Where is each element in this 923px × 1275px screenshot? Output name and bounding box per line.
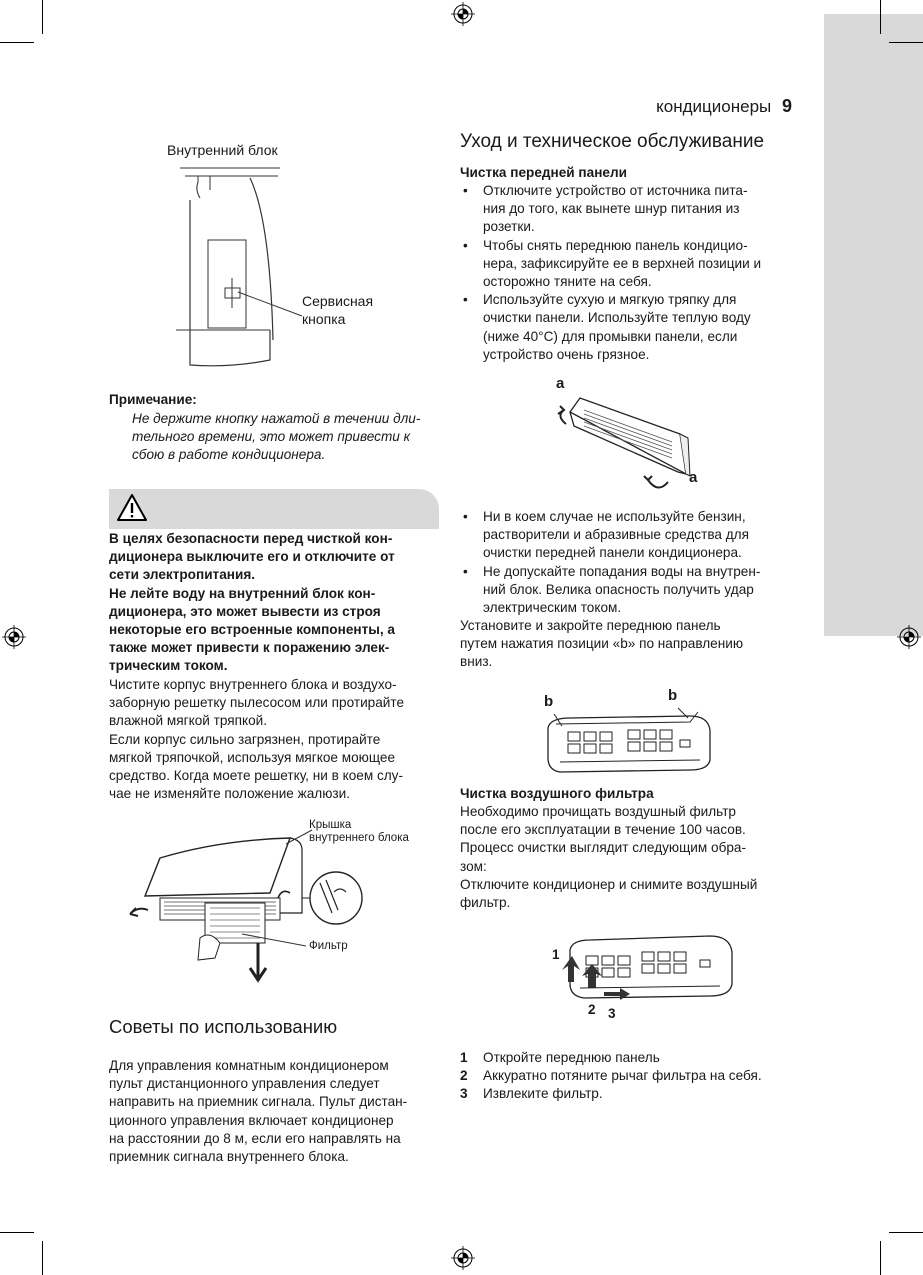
warning-line: Не лейте воду на внутренний блок кон-	[109, 585, 376, 601]
crop-mark	[880, 0, 881, 34]
side-tab	[824, 14, 923, 636]
crop-mark	[889, 1232, 923, 1233]
filter-title: Чистка воздушного фильтра	[460, 786, 654, 801]
fig-service-button-label-line: кнопка	[302, 311, 346, 328]
registration-mark-icon	[451, 2, 475, 26]
step-number: 2	[460, 1068, 468, 1084]
bullet-item	[460, 563, 800, 618]
step-number: 3	[460, 1086, 468, 1102]
fig-label-b: b	[544, 693, 554, 710]
step-number: 1	[460, 1050, 468, 1065]
text-line: направить на приемник сигнала. Пульт дистан-	[109, 1094, 408, 1110]
text-line: ционного управления включает кондиционер	[109, 1112, 394, 1128]
service-button-pointer	[236, 290, 306, 320]
warning-triangle-icon	[116, 493, 148, 523]
text-line: вниз.	[460, 654, 493, 670]
main-heading: Уход и техническое обслуживание	[460, 131, 765, 152]
text-line: Если корпус сильно загрязнен, протирайте	[109, 731, 381, 747]
tips-body	[109, 1057, 407, 1166]
text-line: на расстоянии до 8 м, если его направлять на	[109, 1130, 401, 1146]
step-item	[460, 1085, 800, 1103]
install-text	[460, 617, 743, 672]
fig-cover-label	[309, 819, 409, 845]
text-line: мягкой тряпочкой, используя мягкое моющее	[109, 749, 396, 765]
text-line: осторожно тяните на себя.	[483, 274, 652, 290]
cleaning-instructions	[109, 676, 404, 803]
text-line: заборную решетку пылесосом или протирайте	[109, 695, 405, 711]
fig-filter-label: Фильтр	[309, 940, 348, 952]
panel-close-illustration	[540, 700, 720, 776]
step-text: Откройте переднюю панель	[483, 1050, 660, 1065]
step-text: Аккуратно потяните рычаг фильтра на себя.	[483, 1068, 762, 1084]
text-line: чае не изменяйте положение жалюзи.	[109, 786, 351, 802]
bullet-item	[460, 182, 800, 237]
note-body	[132, 410, 420, 465]
warning-line: сети электропитания.	[109, 567, 256, 583]
text-line: влажной мягкой тряпкой.	[109, 713, 268, 729]
fig-service-button-label	[302, 292, 373, 328]
bullet-item	[460, 508, 800, 563]
crop-mark	[42, 0, 43, 34]
page-header	[560, 96, 792, 117]
text-line: зом:	[460, 858, 487, 874]
bullet-item	[460, 237, 800, 292]
text-line: розетки.	[483, 219, 535, 235]
fig-step-number: 3	[608, 1006, 616, 1021]
text-line: ний блок. Велика опасность получить удар	[483, 581, 754, 597]
registration-mark-icon	[897, 625, 921, 649]
text-line: приемник сигнала внутреннего блока.	[109, 1149, 349, 1165]
tips-heading: Советы по использованию	[109, 1016, 338, 1037]
step-item	[460, 1067, 800, 1085]
text-line: фильтр.	[460, 895, 511, 911]
front-panel-bullets	[460, 182, 800, 364]
text-line: путем нажатия позиции «b» по направлению	[460, 636, 744, 652]
fig-label-a: a	[556, 375, 565, 392]
note-line: сбою в работе кондиционера.	[132, 447, 326, 463]
text-line: • Ни в коем случае не используйте бензин,	[483, 509, 746, 524]
fig-step-number: 2	[588, 1002, 596, 1017]
fig-label-a: a	[689, 469, 698, 486]
warning-line: диционера, это может вывести из строя	[109, 603, 381, 619]
fig-indoor-unit-label: Внутренний блок	[167, 142, 278, 158]
fig-cover-label-line: Крышка	[309, 819, 352, 831]
crop-mark	[0, 1232, 34, 1233]
warning-line: диционера выключите его и отключите от	[109, 549, 395, 565]
filter-steps-illustration	[560, 930, 740, 1010]
text-line: после его эксплуатации в течение 100 часов.	[460, 822, 746, 838]
bullet-item	[460, 291, 800, 364]
warning-line: трическим током.	[109, 658, 228, 674]
warning-banner	[109, 489, 439, 529]
text-line: нера, зафиксируйте ее в верхней позиции и	[483, 255, 762, 271]
crop-mark	[889, 42, 923, 43]
text-line: очистки передней панели кондиционера.	[483, 545, 742, 561]
step-text: Извлеките фильтр.	[483, 1086, 603, 1102]
note-line: Не держите кнопку нажатой в течении дли-	[132, 411, 421, 426]
fig-service-button-label-line: Сервисная	[302, 293, 374, 309]
warning-bullets	[460, 508, 800, 617]
text-line: Чистите корпус внутреннего блока и воздухо-	[109, 677, 397, 692]
warning-line: некоторые его встроенные компоненты, а	[109, 622, 395, 638]
text-line: Для управления комнатным кондиционером	[109, 1058, 389, 1073]
text-line: пульт дистанционного управления следует	[109, 1076, 380, 1092]
text-line: Процесс очистки выглядит следующим обра-	[460, 840, 747, 856]
text-line: растворители и абразивные средства для	[483, 527, 749, 543]
note-title: Примечание:	[109, 392, 197, 407]
registration-mark-icon	[451, 1246, 475, 1270]
fig-label-b: b	[668, 687, 678, 704]
step-item	[460, 1049, 800, 1067]
front-panel-title: Чистка передней панели	[460, 165, 627, 180]
page-number: 9	[781, 96, 792, 116]
crop-mark	[0, 42, 34, 43]
text-line: (ниже 40°C) для промывки панели, если	[483, 328, 738, 344]
text-line: ния до того, как вынете шнур питания из	[483, 201, 740, 217]
warning-line: В целях безопасности перед чисткой кон-	[109, 531, 393, 546]
text-line: Необходимо прочищать воздушный фильтр	[460, 804, 736, 819]
registration-mark-icon	[2, 625, 26, 649]
note-line: тельного времени, это может привести к	[132, 429, 411, 445]
warning-line: также может привести к поражению элек-	[109, 640, 390, 656]
front-panel-illustration	[540, 376, 710, 496]
section-title: кондиционеры	[656, 97, 772, 116]
warning-text	[109, 530, 395, 676]
fig-step-number: 1	[552, 947, 560, 962]
text-line: • Отключите устройство от источника пита-	[483, 183, 748, 198]
steps-list	[460, 1049, 800, 1104]
text-line: электрическим током.	[483, 600, 622, 616]
text-line: • Чтобы снять переднюю панель кондицио-	[483, 237, 748, 253]
text-line: • Используйте сухую и мягкую тряпку для	[483, 292, 737, 308]
text-line: средство. Когда моете решетку, ни в коем слу-	[109, 768, 403, 784]
indoor-unit-illustration	[170, 160, 300, 370]
text-line: Установите и закройте переднюю панель	[460, 618, 721, 633]
text-line: Отключите кондиционер и снимите воздушный	[460, 876, 758, 892]
text-line: очистки панели. Используйте теплую воду	[483, 310, 751, 326]
fig-cover-label-line: внутреннего блока	[309, 832, 409, 844]
filter-pointer	[240, 930, 310, 950]
text-line: • Не допускайте попадания воды на внутрен-	[483, 563, 761, 579]
crop-mark	[880, 1241, 881, 1275]
crop-mark	[42, 1241, 43, 1275]
filter-body	[460, 803, 757, 912]
text-line: устройство очень грязное.	[483, 346, 650, 362]
